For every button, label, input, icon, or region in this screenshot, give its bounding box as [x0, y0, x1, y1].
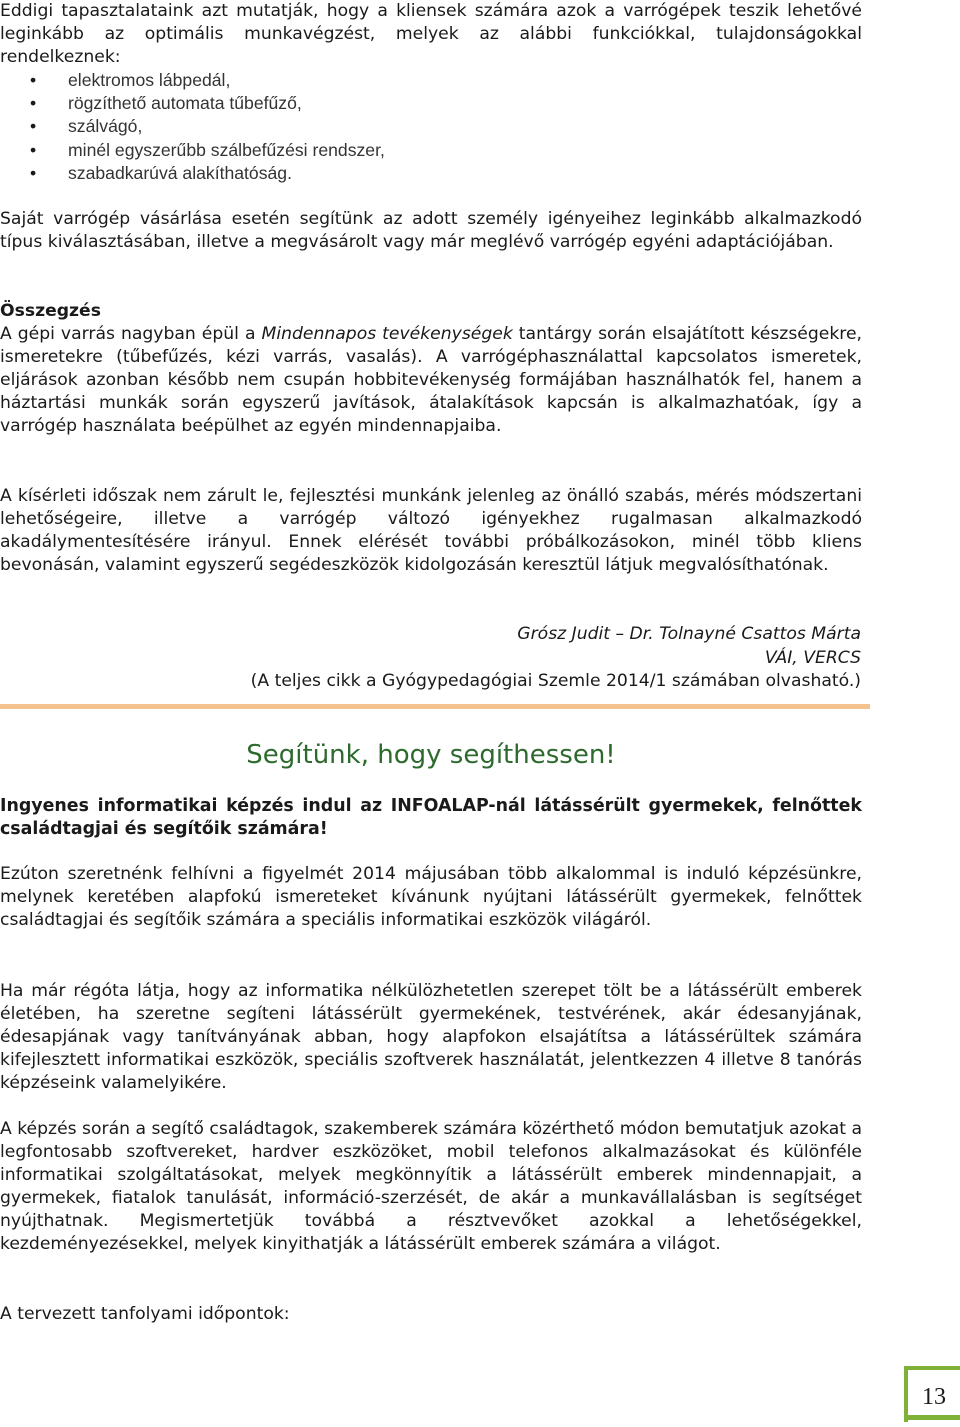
announcement-lead: Ingyenes informatikai képzés indul az INFOALAP-nál látássérült gyermekek, felnőttek családtagjai és segítőik számára!: [0, 796, 862, 839]
list-item: • rögzíthető automata tűbefűző,: [0, 92, 385, 115]
training-paragraph: A képzés során a segítő családtagok, szakemberek számára közérthető módon bemutatjuk azokat a legfontosabb szoftvereket, hardver eszközöket, mobil telefonos alkalmazásokat és különféle informatikai szolgáltatásokat, melyek megkönnyítik a látássérült emberek mindennapjait, a gyermekek, fiatalok tanulását, információ-szerzését, de akár a munkavállalásban is segítséget nyújthatnak. Megismertetjük továbbá a résztvevőket azokkal a lehetőségekkel, kezdeményezésekkel, melyek kinyithatják a látássérült emberek számára a világot.: [0, 1119, 863, 1254]
summary-text-start: A gépi varrás nagyban épül a: [0, 324, 262, 344]
list-item: • elektromos lábpedál,: [0, 69, 385, 92]
page-number-box: [904, 1366, 960, 1422]
experiment-paragraph: A kísérleti időszak nem zárult le, fejlesztési munkánk jelenleg az önálló szabás, mérés módszertani lehetőségeire, illetve a varrógép változó igényekhez rugalmasan alkalmazkodó akadálymentesítésére irányul. Ennek elérését további próbálkozásokon, minél több kliens bevonásán, valamint egyszerű segédeszközök kidolgozásán keresztül látjuk megvalósíthatónak.: [0, 486, 862, 575]
intro-paragraph: Eddigi tapasztalataink azt mutatják, hogy a kliensek számára azok a varrógépek teszik lehetővé leginkább az optimális munkavégzést, melyek az alábbi funkciókkal, tulajdonságokkal rendelkeznek:: [0, 1, 862, 67]
own-machine-paragraph: Saját varrógép vásárlása esetén segítünk az adott személy igényeihez leginkább alkalmazkodó típus kiválasztásában, illetve a megvásárolt vagy már meglévő varrógép egyéni adaptációjában.: [0, 209, 862, 252]
invite-paragraph: Ezúton szeretnénk felhívni a figyelmét 2014 májusában több alkalommal is induló képzésünkre, melynek keretében alapfokú ismereteket kívánunk nyújtani látássérült gyermekek, felnőttek családtagjai és segítőik számára a speciális informatikai eszközök világáról.: [0, 864, 862, 930]
summary-paragraph: [0, 323, 862, 438]
subject-name: Mindennapos tevékenységek: [261, 324, 513, 344]
slogan-title: Segítünk, hogy segíthessen!: [246, 740, 616, 770]
signature-organization: VÁI, VERCS: [764, 648, 861, 668]
list-item: • minél egyszerűbb szálbefűzési rendszer,: [0, 139, 385, 162]
list-item: • szálvágó,: [0, 115, 385, 138]
signature-authors: Grósz Judit – Dr. Tolnayné Csattos Márta: [517, 624, 861, 644]
page-number: 13: [922, 1384, 946, 1410]
source-note: (A teljes cikk a Gyógypedagógiai Szemle 2014/1 számában olvasható.): [250, 671, 861, 691]
summary-heading: Összegzés: [0, 301, 101, 321]
dates-paragraph: A tervezett tanfolyami időpontok:: [0, 1304, 290, 1324]
page-number-bar: [908, 1415, 960, 1420]
section-divider: [0, 704, 870, 709]
if-paragraph: Ha már régóta látja, hogy az informatika nélkülözhetetlen szerepet tölt be a látássérült emberek életében, ha szeretne segíteni látássérült gyermekének, testvérének, akár édesanyjának, édesapjának vagy tanítványának abban, hogy alapfokon elsajátítsa a látássérültek számára kifejlesztett informatikai eszközök, speciális szoftverek használatát, jelentkezzen 4 illetve 8 tanórás képzéseink valamelyikére.: [0, 981, 862, 1093]
summary-text-end: tantárgy során elsajátított készségekre, ismeretekre (tűbefűzés, kézi varrás, vasalás). A varrógéphasználattal kapcsolatos ismeretek, eljárások azonban később nem csupán hobbitevékenység formájában használhatók fel, hanem a háztartási munkák során egyszerű javítások, átalakítások kapcsán is alkalmazhatóak, így a varrógép használata beépülhet az egyén mindennapjaiba.: [0, 324, 863, 436]
feature-list: [0, 69, 385, 185]
list-item: • szabadkarúvá alakíthatóság.: [0, 162, 385, 185]
